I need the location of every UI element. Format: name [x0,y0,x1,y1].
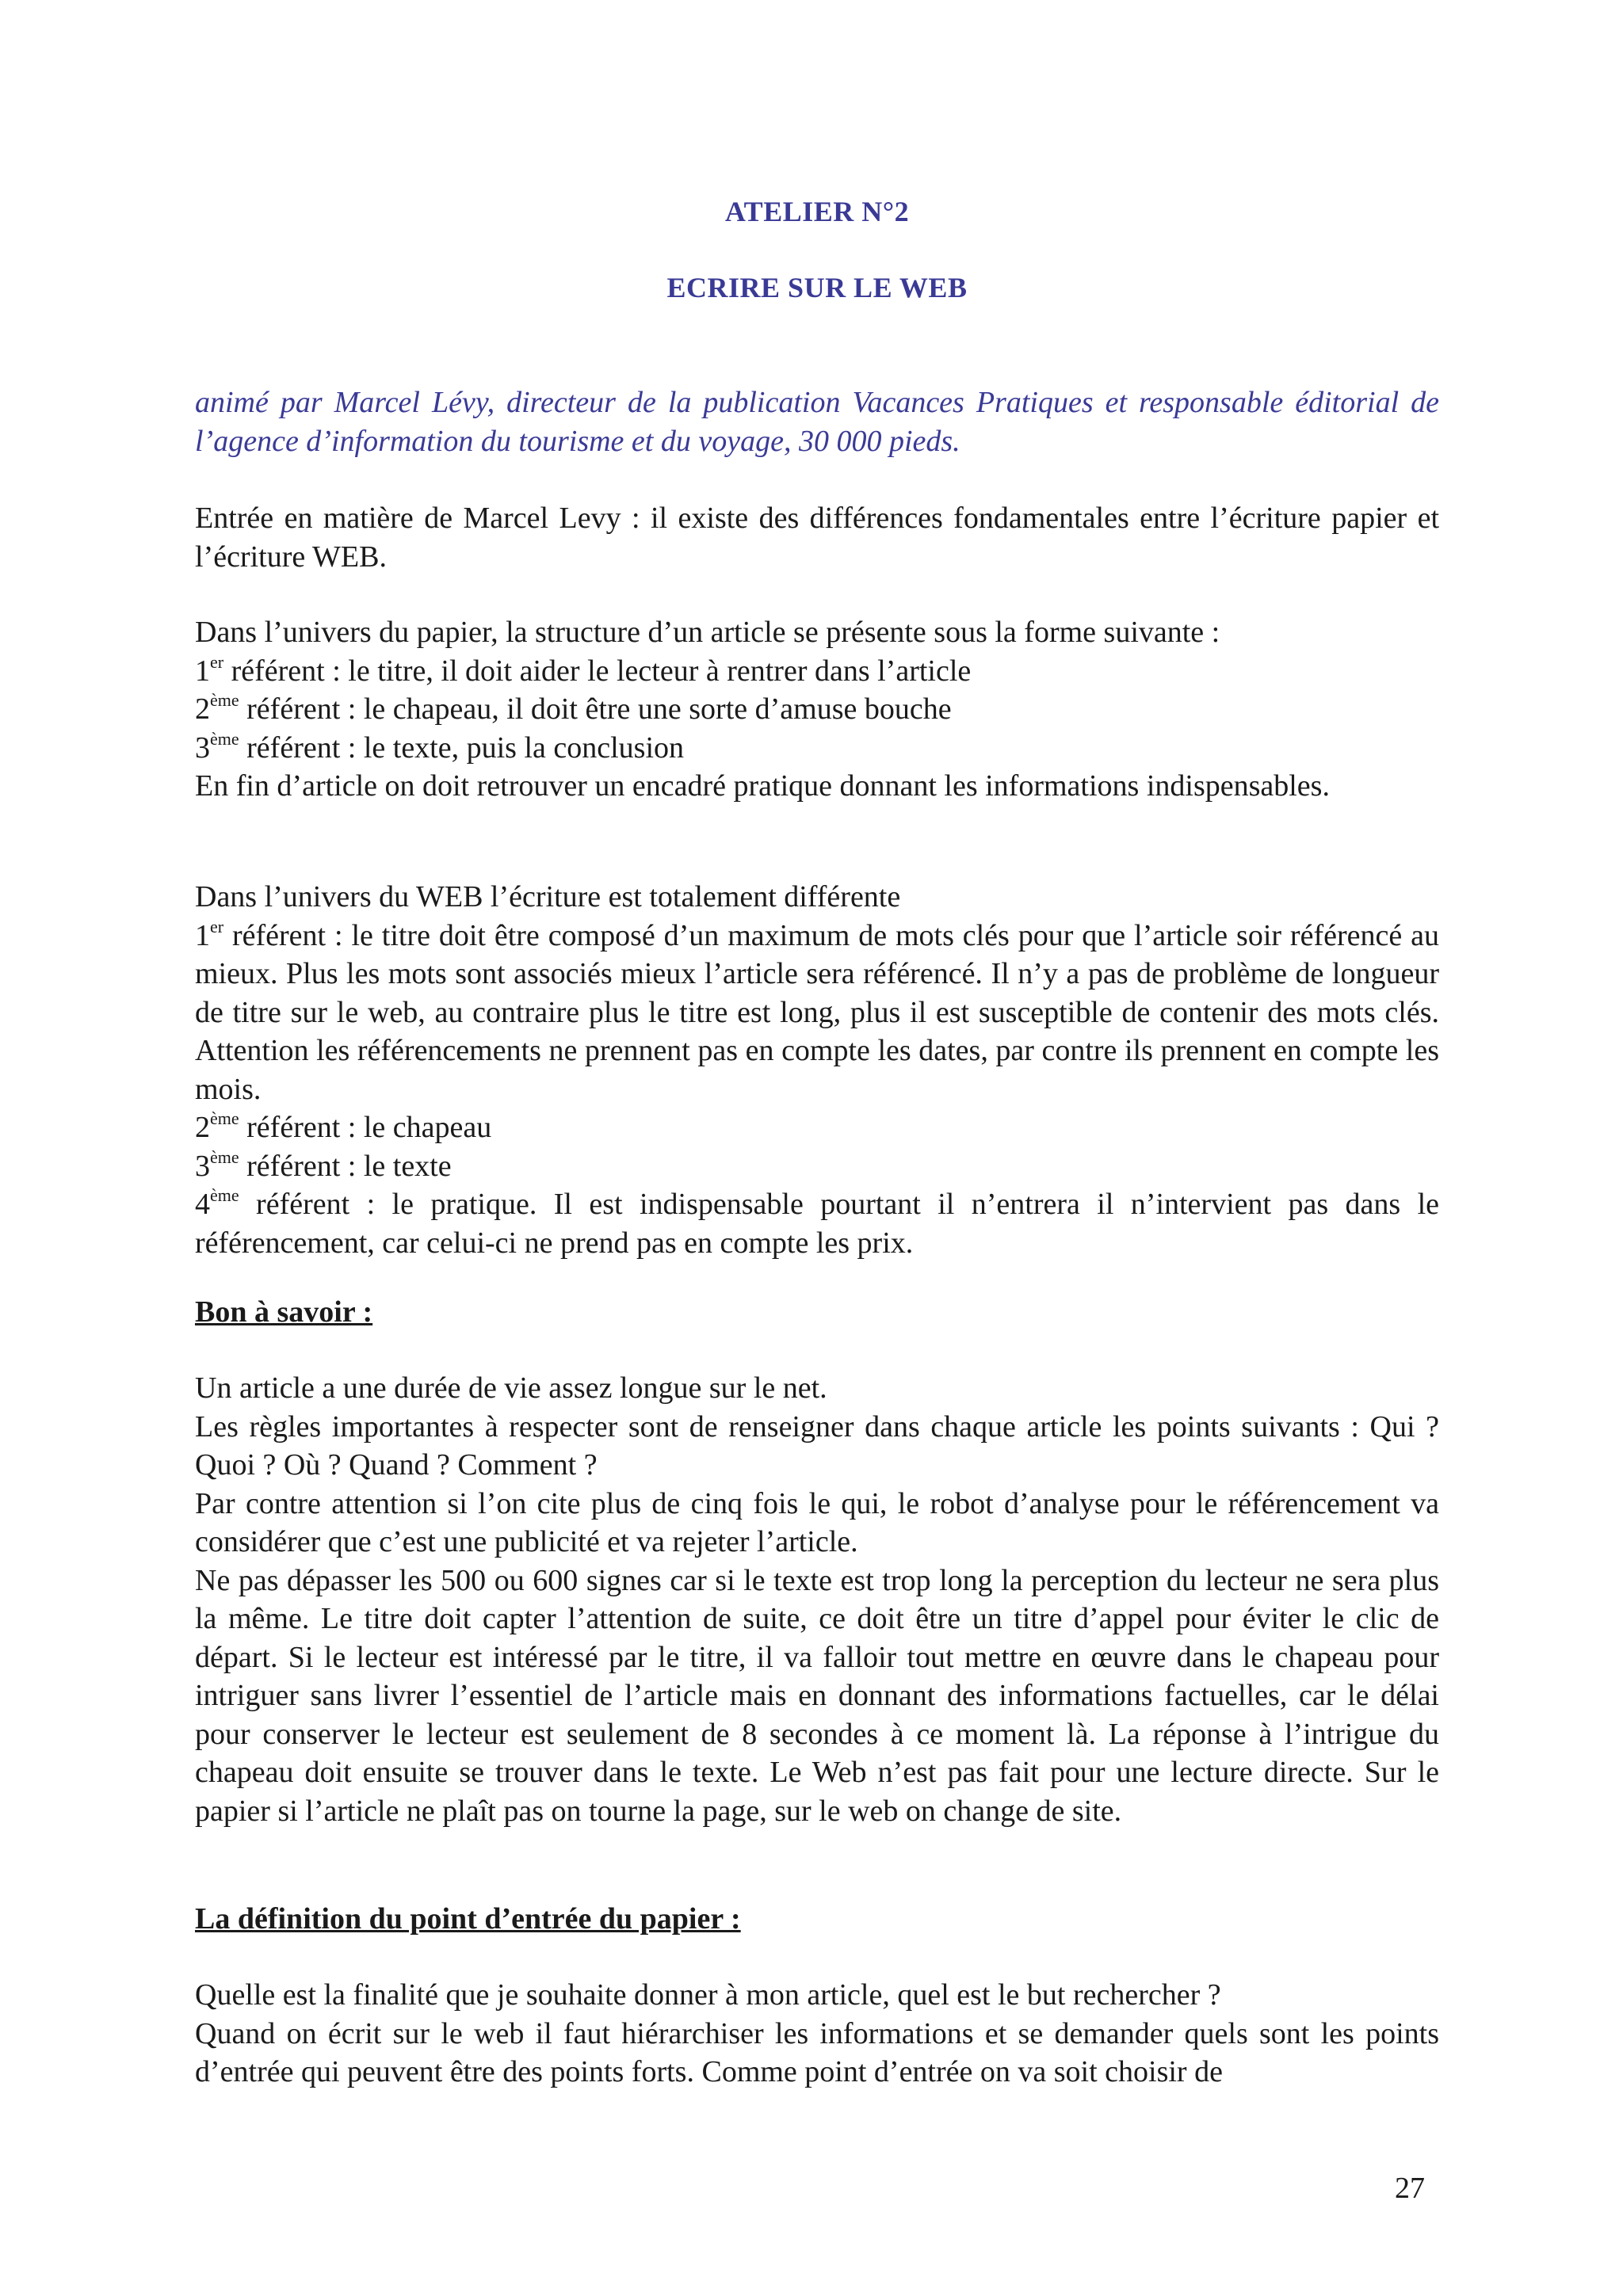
page-number: 27 [1395,2172,1425,2205]
paper-closing: En fin d’article on doit retrouver un encadré pratique donnant les informations indispensables. [195,769,1330,803]
intro-paragraph: Entrée en matière de Marcel Levy : il existe des différences fondamentales entre l’écriture papier et l’écriture WEB. [195,502,1439,574]
paper-structure-block [195,613,1439,806]
paper-item-2: 2ème référent : le chapeau, il doit être une sorte d’amuse bouche [195,690,952,726]
good-to-know-block [195,1369,1439,1830]
intro-paragraph-block [195,499,1439,576]
web-structure-block [195,878,1439,1262]
good-to-know-heading: Bon à savoir : [195,1295,373,1329]
web-item-1: 1er référent : le titre doit être composé d’un maximum de mots clés pour que l’article soir référencé au mieux. Plus les mots sont associés mieux l’article sera référencé. Il n’y a pas de problème de longueur de titre sur le web, au contraire plus le titre est long, plus il est susceptible de contenir des mots clés. Attention les référencements ne prennent pas en compte les dates, par contre ils prennent en compte les mois. [195,916,1439,1106]
entry-point-definition-heading: La définition du point d’entrée du papier : [195,1902,741,1936]
good-to-know-p3: Par contre attention si l’on cite plus de cinq fois le qui, le robot d’analyse pour le référencement va considérer que c’est une publicité et va rejeter l’article. [195,1486,1439,1558]
paper-lead: Dans l’univers du papier, la structure d’un article se présente sous la forme suivante : [195,616,1220,649]
paper-item-3: 3ème référent : le texte, puis la conclusion [195,728,685,765]
entry-point-definition-block [195,1976,1439,2092]
good-to-know-p4: Ne pas dépasser les 500 ou 600 signes car si le texte est trop long la perception du lecteur ne sera plus la même. Le titre doit capter l’attention de suite, ce doit être un titre d’appel pour éviter le clic de départ. Si le lecteur est intéressé par le titre, il va falloir tout mettre en œuvre dans le chapeau pour intriguer sans livrer l’essentiel de l’article mais en donnant des informations factuelles, car le délai pour conserver le lecteur est seulement de 8 secondes à ce moment là. La réponse à l’intrigue du chapeau doit ensuite se trouver dans le texte. Le Web n’est pas fait pour une lecture directe. Sur le papier si l’article ne plaît pas on tourne la page, sur le web on change de site. [195,1563,1439,1828]
web-item-2: 2ème référent : le chapeau [195,1108,492,1144]
web-item-3: 3ème référent : le texte [195,1146,452,1183]
definition-p2: Quand on écrit sur le web il faut hiérarchiser les informations et se demander quels sont les points d’entrée qui peuvent être des points forts. Comme point d’entrée on va soit choisir de [195,2016,1439,2088]
definition-p1: Quelle est la finalité que je souhaite donner à mon article, quel est le but rechercher ? [195,1978,1221,2012]
web-lead: Dans l’univers du WEB l’écriture est totalement différente [195,880,901,913]
paper-item-1: 1er référent : le titre, il doit aider le lecteur à rentrer dans l’article [195,651,972,688]
workshop-number-heading: ATELIER N°2 [724,196,910,227]
good-to-know-p1: Un article a une durée de vie assez longue sur le net. [195,1371,827,1405]
web-item-4: 4ème référent : le pratique. Il est indispensable pourtant il n’entrera il n’intervient pas dans le référencement, car celui-ci ne prend pas en compte les prix. [195,1185,1439,1260]
presenter-subtitle: animé par Marcel Lévy, directeur de la publication Vacances Pratiques et responsable éditorial de l’agence d’information du tourisme et du voyage, 30 000 pieds. [195,386,1439,458]
good-to-know-p2: Les règles importantes à respecter sont de renseigner dans chaque article les points suivants : Qui ? Quoi ? Où ? Quand ? Comment ? [195,1409,1439,1482]
workshop-title-heading: ECRIRE SUR LE WEB [666,272,968,303]
